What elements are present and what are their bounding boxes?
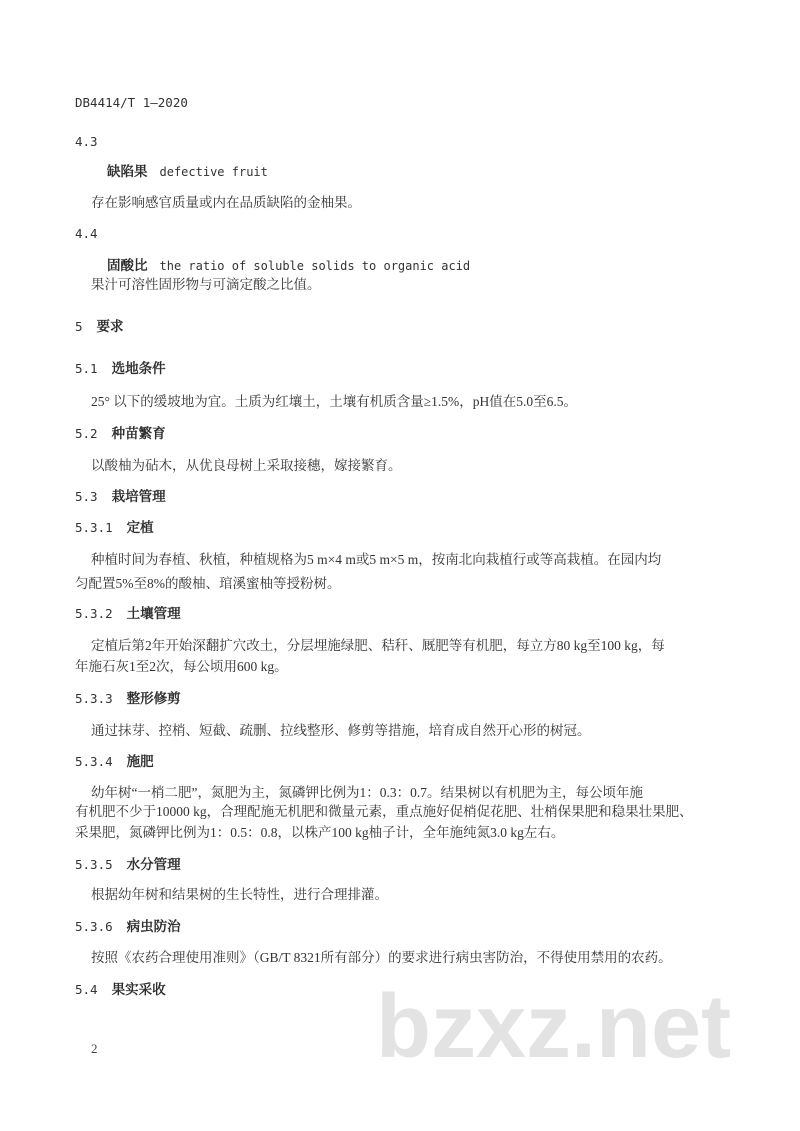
section-heading (75, 425, 166, 443)
section-title: 水分管理 (126, 857, 181, 873)
paragraph-line: 有机肥不少于10000 kg，合理配施无机肥和微量元素，重点施好促梢促花肥、壮梢保果肥和稳果壮果肥、 (75, 804, 693, 819)
section-number: 5.3.4 (75, 754, 113, 769)
section-number: 5.3.2 (75, 606, 113, 621)
section-title: 定植 (126, 520, 154, 536)
paragraph-line: 幼年树“一梢二肥”，氮肥为主，氮磷钾比例为1：0.3：0.7。结果树以有机肥为主，每公顷年施 (91, 785, 643, 800)
section-number: 5.1 (75, 361, 98, 376)
paragraph-line: 以酸柚为砧木，从优良母树上采取接穗，嫁接繁育。 (91, 458, 402, 473)
paragraph-line: 匀配置5%至8%的酸柚、琯溪蜜柚等授粉树。 (75, 576, 341, 591)
paragraph-line: 年施石灰1至2次，每公顷用600 kg。 (75, 659, 288, 674)
paragraph-line: 定植后第2年开始深翻扩穴改土，分层埋施绿肥、秸秆、厩肥等有机肥，每立方80 kg至100 kg，每 (91, 638, 665, 653)
section-number: 5.2 (75, 426, 98, 441)
term-number: 4.3 (75, 134, 98, 149)
section-heading (75, 488, 166, 506)
section-number: 5.4 (75, 982, 98, 997)
section-title: 施肥 (126, 754, 154, 770)
section-number: 5.3.3 (75, 691, 113, 706)
section-number: 5.3 (75, 489, 98, 504)
section-heading (75, 360, 166, 378)
paragraph-line: 种植时间为春植、秋植，种植规格为5 m×4 m或5 m×5 m，按南北向栽植行或等高栽植。在园内均 (91, 552, 662, 567)
subsection-heading (75, 918, 181, 936)
page-number: 2 (91, 1041, 98, 1056)
subsection-heading (75, 519, 154, 537)
subsection-heading (75, 605, 181, 623)
section-title: 种苗繁育 (111, 426, 166, 442)
subsection-heading (75, 753, 154, 771)
paragraph-line: 根据幼年树和结果树的生长特性，进行合理排灌。 (91, 887, 388, 902)
section-title: 土壤管理 (126, 606, 181, 622)
watermark-text: bzxz.net (376, 977, 732, 1077)
section-title: 病虫防治 (126, 919, 181, 935)
term-definition: 存在影响感官质量或内在品质缺陷的金柚果。 (91, 195, 361, 210)
paragraph-line: 采果肥，氮磷钾比例为1：0.5：0.8，以株产100 kg柚子计，全年施纯氮3.0 kg左右。 (75, 825, 565, 840)
document-code-header: DB4414/T 1—2020 (75, 95, 188, 110)
section-title: 果实采收 (111, 982, 166, 998)
paragraph-line: 25° 以下的缓坡地为宜。土质为红壤土，土壤有机质含量≥1.5%，pH值在5.0至6.5。 (91, 394, 578, 409)
section-number: 5 (75, 319, 83, 334)
paragraph-line: 按照《农药合理使用准则》（GB/T 8321所有部分）的要求进行病虫害防治，不得使用禁用的农药。 (91, 950, 672, 965)
term-english: the ratio of soluble solids to organic acid (159, 259, 471, 273)
section-heading (75, 318, 124, 336)
term-english: defective fruit (159, 165, 268, 179)
section-heading (75, 981, 166, 999)
section-title: 要求 (96, 319, 124, 335)
term-heading (107, 163, 268, 181)
section-title: 选地条件 (111, 361, 166, 377)
term-chinese: 固酸比 (107, 258, 148, 274)
section-number: 5.3.1 (75, 520, 113, 535)
term-chinese: 缺陷果 (107, 164, 148, 180)
term-definition: 果汁可溶性固形物与可滴定酸之比值。 (91, 277, 321, 292)
subsection-heading (75, 856, 181, 874)
section-title: 整形修剪 (126, 691, 181, 707)
paragraph-line: 通过抹芽、控梢、短截、疏删、拉线整形、修剪等措施，培育成自然开心形的树冠。 (91, 723, 591, 738)
section-number: 5.3.5 (75, 857, 113, 872)
section-title: 栽培管理 (111, 489, 166, 505)
subsection-heading (75, 690, 181, 708)
term-number: 4.4 (75, 226, 98, 241)
term-heading (107, 257, 470, 275)
section-number: 5.3.6 (75, 919, 113, 934)
